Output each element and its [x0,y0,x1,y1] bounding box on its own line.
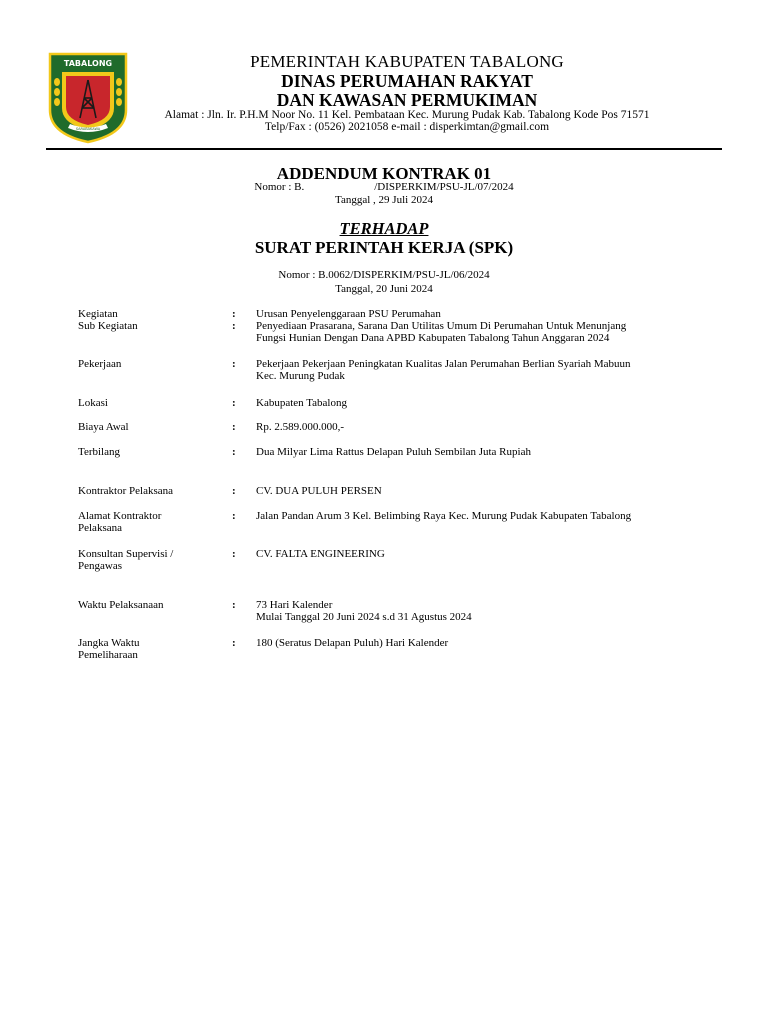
government-name: PEMERINTAH KABUPATEN TABALONG [250,52,564,71]
colon: : [232,421,236,433]
colon: : [232,485,236,497]
addendum-number-suffix: /DISPERKIM/PSU-JL/07/2024 [374,181,514,193]
pekerjaan-value [256,358,698,382]
agency-contact: Telp/Fax : (0526) 2021058 e-mail : disperkimtan@gmail.com [264,121,550,133]
agency-address: Alamat : Jln. Ir. P.H.M Noor No. 11 Kel. Pembataan Kec. Murung Pudak Kab. Tabalong Kode Pos 71571 [164,109,650,121]
pekerjaan-value-line2: Kec. Murung Pudak [256,370,345,382]
kegiatan-value: Urusan Penyelenggaraan PSU Perumahan [256,308,441,320]
spk-title: SURAT PERINTAH KERJA (SPK) [254,238,514,257]
agency-name-line1: DINAS PERUMAHAN RAKYAT [281,71,533,91]
addendum-title: ADDENDUM KONTRAK 01 [276,164,492,183]
pemeliharaan-value: 180 (Seratus Delapan Puluh) Hari Kalender [256,637,449,649]
agency-name-line2: DAN KAWASAN PERMUKIMAN [276,90,538,110]
logo-text: TABALONG [63,59,113,68]
konsultan-label-line2: Pengawas [78,560,122,572]
colon: : [232,308,236,320]
pemeliharaan-label-line2: Pemeliharaan [78,649,138,661]
spk-number: Nomor : B.0062/DISPERKIM/PSU-JL/06/2024 [278,269,490,281]
sub-kegiatan-label: Sub Kegiatan [78,320,138,332]
waktu-value-line1: 73 Hari Kalender [256,599,333,611]
sub-kegiatan-value-line2: Fungsi Hunian Dengan Dana APBD Kabupaten Tabalong Tahun Anggaran 2024 [256,332,610,344]
colon: : [232,358,236,370]
kontraktor-label: Kontraktor Pelaksana [78,485,173,497]
terbilang-value: Dua Milyar Lima Rattus Delapan Puluh Sembilan Juta Rupiah [256,446,531,458]
biaya-awal-value: Rp. 2.589.000.000,- [256,421,344,433]
colon: : [232,397,236,409]
logo-motto: SARABAKAWA [75,127,101,131]
addendum-number [0,181,768,193]
addendum-number-prefix: Nomor : B. [254,181,305,193]
spk-date: Tanggal, 20 Juni 2024 [335,283,433,295]
alamat-kontraktor-value: Jalan Pandan Arum 3 Kel. Belimbing Raya Kec. Murung Pudak Kabupaten Tabalong [256,510,632,522]
waktu-label: Waktu Pelaksanaan [78,599,164,611]
sub-kegiatan-value-line1: Penyediaan Prasarana, Sarana Dan Utilitas Umum Di Perumahan Untuk Menunjang [256,320,627,332]
colon: : [232,637,236,649]
alamat-kontraktor-label-line1: Alamat Kontraktor [78,510,162,522]
colon: : [232,599,236,611]
konsultan-label-line1: Konsultan Supervisi / [78,548,174,560]
addendum-date: Tanggal , 29 Juli 2024 [335,194,433,206]
kegiatan-label: Kegiatan [78,308,118,320]
tabalong-emblem-logo [48,52,128,144]
lokasi-label: Lokasi [78,397,108,409]
konsultan-label [78,548,220,572]
biaya-awal-label: Biaya Awal [78,421,129,433]
kontraktor-value: CV. DUA PULUH PERSEN [256,485,382,497]
pemeliharaan-label-line1: Jangka Waktu [78,637,140,649]
colon: : [232,320,236,332]
pekerjaan-value-line1: Pekerjaan Pekerjaan Peningkatan Kualitas Jalan Perumahan Berlian Syariah Mabuun [256,358,631,370]
waktu-value [256,599,698,623]
lokasi-value: Kabupaten Tabalong [256,397,347,409]
waktu-value-line2: Mulai Tanggal 20 Juni 2024 s.d 31 Agustus 2024 [256,611,472,623]
konsultan-value: CV. FALTA ENGINEERING [256,548,385,560]
alamat-kontraktor-label [78,510,220,534]
pemeliharaan-label [78,637,220,661]
letterhead-divider [46,148,722,150]
colon: : [232,446,236,458]
pekerjaan-label: Pekerjaan [78,358,122,370]
sub-kegiatan-value [256,320,698,344]
colon: : [232,510,236,522]
terbilang-label: Terbilang [78,446,120,458]
alamat-kontraktor-label-line2: Pelaksana [78,522,122,534]
terhadap-heading: TERHADAP [339,219,429,238]
colon: : [232,548,236,560]
